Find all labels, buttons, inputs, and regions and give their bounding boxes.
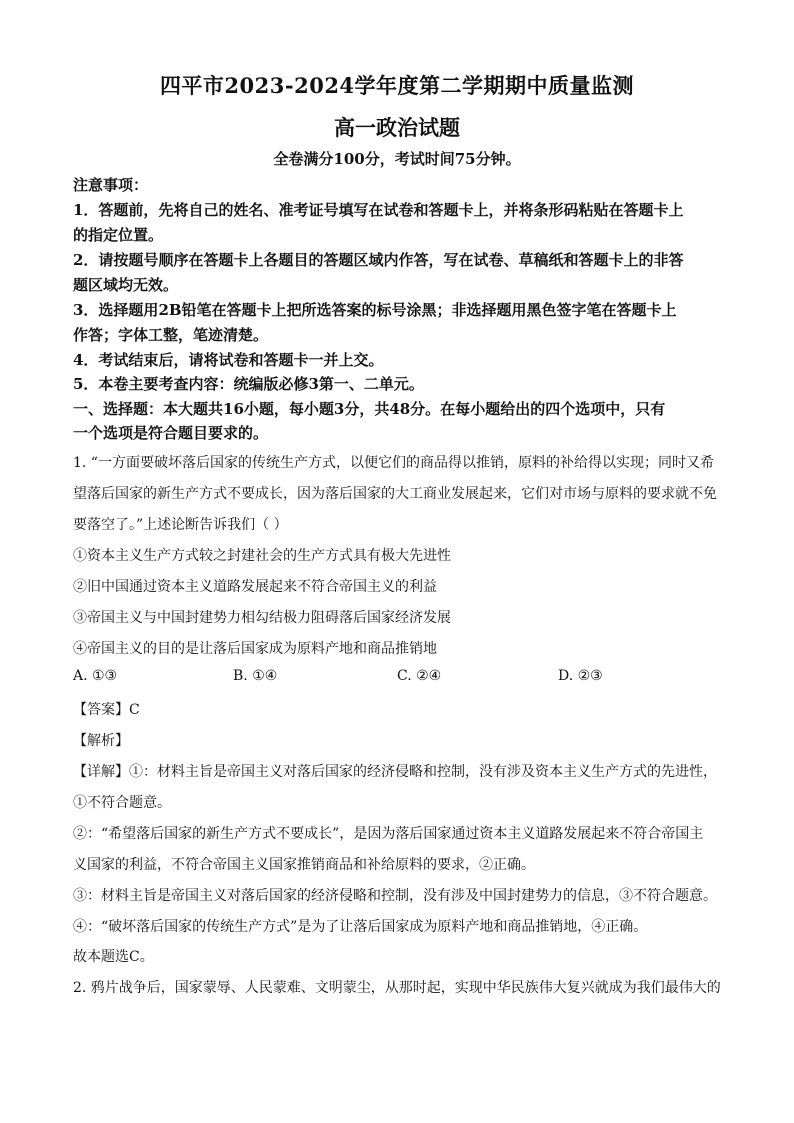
page-title: 四平市2023-2024学年度第二学期期中质量监测 (159, 73, 635, 98)
option-c: C. ②④ (397, 668, 442, 684)
question-stem: 2. 鸦片战争后，国家蒙辱、人民蒙难、文明蒙尘，从那时起，实现中华民族伟大复兴就成为我们最伟大的 (73, 980, 721, 996)
answer: 【答案】C (73, 702, 140, 718)
notes-line: 5．本卷主要考查内容：统编版必修3第一、二单元。 (73, 375, 424, 393)
question-stem: 1. “一方面要破坏落后国家的传统生产方式，以便它们的商品得以推销，原料的补给得以实现；同时又希 (73, 455, 714, 471)
notes-line: 作答；字体工整，笔迹清楚。 (73, 326, 269, 344)
statement: ②旧中国通过资本主义道路发展起来不符合帝国主义的利益 (73, 579, 437, 595)
analysis-line: ②：“希望落后国家的新生产方式不要成长”，是因为落后国家通过资本主义道路发展起来不符合帝国主 (73, 826, 704, 842)
page-subtitle: 高一政治试题 (334, 115, 460, 140)
statement: ③帝国主义与中国封建势力相勾结极力阻碍落后国家经济发展 (73, 610, 451, 626)
statement: ①资本主义生产方式较之封建社会的生产方式具有极大先进性 (73, 548, 451, 564)
option-d: D. ②③ (558, 668, 603, 684)
analysis-heading: 【解析】 (73, 733, 129, 749)
notes-line: 的指定位置。 (73, 226, 164, 244)
section-heading: 一个选项是符合题目要求的。 (73, 424, 269, 442)
analysis-line: ①不符合题意。 (73, 795, 171, 811)
statement: ④帝国主义的目的是让落后国家成为原料产地和商品推销地 (73, 641, 437, 657)
analysis-line: ④：“破坏落后国家的传统生产方式”是为了让落后国家成为原料产地和商品推销地，④正确。 (73, 919, 648, 935)
notes-line: 4．考试结束后，请将试卷和答题卡一并上交。 (73, 351, 384, 369)
analysis-line: ③：材料主旨是帝国主义对落后国家的经济侵略和控制，没有涉及中国封建势力的信息，③不符合题意。 (73, 888, 717, 904)
notes-line: 1．答题前，先将自己的姓名、准考证号填写在试卷和答题卡上，并将条形码粘贴在答题卡上 (73, 201, 684, 219)
analysis-line: 故本题选C。 (73, 949, 154, 965)
notes-line: 2．请按题号顺序在答题卡上各题目的答题区域内作答，写在试卷、草稿纸和答题卡上的非答 (73, 251, 684, 269)
notes-line: 3．选择题用2B铅笔在答题卡上把所选答案的标号涂黑；非选择题用黑色签字笔在答题卡上 (73, 301, 677, 319)
question-stem: 望落后国家的新生产方式不要成长，因为落后国家的大工商业发展起来，它们对市场与原料的要求就不免 (73, 486, 717, 502)
notes-line: 题区域均无效。 (73, 276, 179, 294)
notes-heading: 注意事项： (73, 176, 149, 194)
exam-info: 全卷满分100分，考试时间75分钟。 (273, 150, 521, 168)
option-a: A. ①③ (73, 668, 118, 684)
analysis-line: 【详解】①：材料主旨是帝国主义对落后国家的经济侵略和控制，没有涉及资本主义生产方式的先进性， (73, 764, 717, 780)
option-b: B. ①④ (233, 668, 278, 684)
analysis-line: 义国家的利益，不符合帝国主义国家推销商品和补给原料的要求，②正确。 (73, 857, 535, 873)
section-heading: 一、选择题：本大题共16小题，每小题3分，共48分。在每小题给出的四个选项中，只有 (73, 400, 666, 418)
question-stem: 要落空了。”上述论断告诉我们（ ） (73, 517, 288, 533)
